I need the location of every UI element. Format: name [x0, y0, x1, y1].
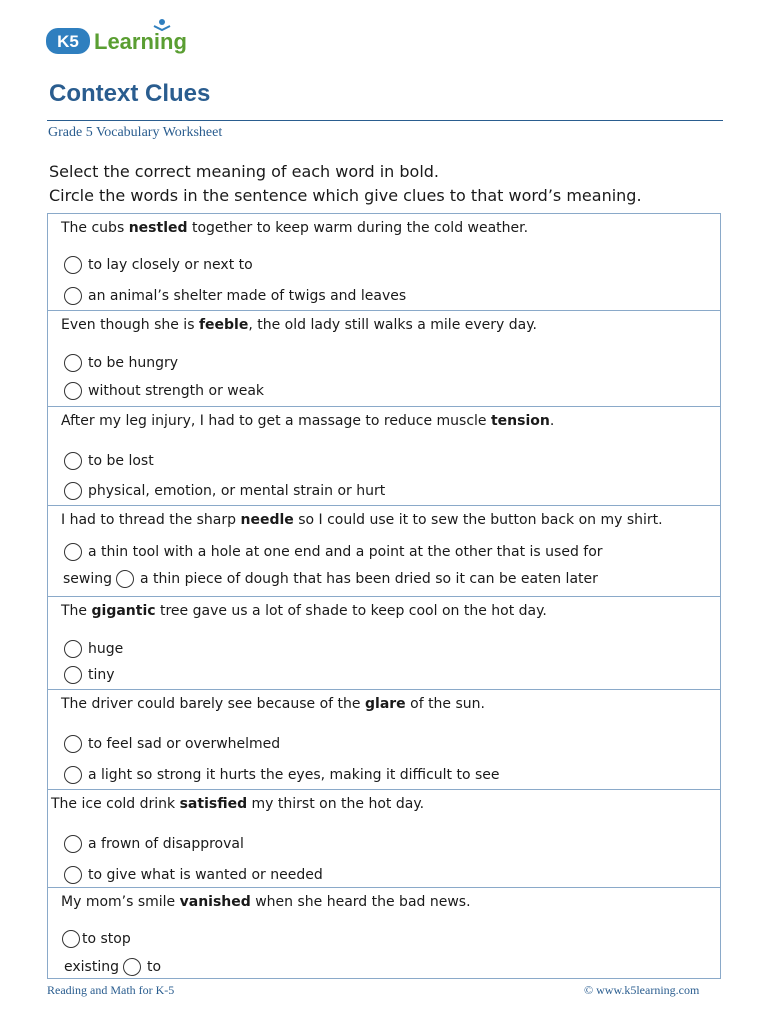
vocab-word: vanished — [179, 894, 251, 910]
question-sentence: The driver could barely see because of the glare of the sun. — [61, 696, 485, 712]
answer-circle[interactable] — [64, 835, 82, 853]
instructions — [49, 160, 642, 208]
answer-circle[interactable] — [64, 452, 82, 470]
instruction-line-2: Circle the words in the sentence which give clues to that word’s meaning. — [49, 186, 642, 205]
vocab-word: tension — [490, 413, 550, 429]
question-sentence: Even though she is feeble, the old lady still walks a mile every day. — [61, 317, 537, 333]
vocab-word: feeble — [198, 317, 249, 333]
title-divider — [47, 120, 723, 121]
answer-option[interactable]: to lay closely or next to — [64, 256, 253, 274]
answer-circle[interactable] — [62, 930, 80, 948]
question-row — [48, 214, 720, 310]
answer-circle[interactable] — [116, 570, 134, 588]
question-sentence: The ice cold drink satisfied my thirst on the hot day. — [51, 796, 425, 812]
footer-website-link[interactable]: © www.k5learning.com — [584, 983, 700, 997]
question-sentence: I had to thread the sharp needle so I could use it to sew the button back on my shirt. — [61, 512, 663, 528]
answer-option[interactable]: a light so strong it hurts the eyes, making it difficult to see — [64, 766, 500, 784]
answer-option[interactable]: to give what is wanted or needed — [64, 866, 323, 884]
answer-option[interactable]: physical, emotion, or mental strain or hurt — [64, 482, 385, 500]
answer-circle[interactable] — [64, 640, 82, 658]
answer-circle[interactable] — [123, 958, 141, 976]
answer-circle[interactable] — [64, 287, 82, 305]
question-row — [48, 596, 720, 689]
k5-learning-logo — [44, 16, 224, 60]
footer-tagline: Reading and Math for K-5 — [47, 983, 175, 997]
svg-text:Learning: Learning — [94, 29, 187, 54]
answer-option[interactable]: an animal’s shelter made of twigs and leaves — [64, 287, 406, 305]
question-sentence: After my leg injury, I had to get a massage to reduce muscle tension. — [61, 413, 555, 429]
question-row — [48, 789, 720, 887]
answer-option[interactable]: existing to — [64, 959, 162, 975]
answer-circle[interactable] — [64, 735, 82, 753]
answer-option[interactable]: to be lost — [64, 452, 154, 470]
answer-circle[interactable] — [64, 382, 82, 400]
instruction-line-1: Select the correct meaning of each word in bold. — [49, 162, 439, 181]
vocab-word: nestled — [128, 220, 188, 236]
answer-circle[interactable] — [64, 482, 82, 500]
answer-circle[interactable] — [64, 354, 82, 372]
answer-option[interactable]: without strength or weak — [64, 382, 264, 400]
answer-circle[interactable] — [64, 543, 82, 561]
question-sentence: The cubs nestled together to keep warm during the cold weather. — [61, 220, 529, 236]
answer-option[interactable]: tiny — [64, 666, 115, 684]
answer-option[interactable]: to be hungry — [64, 354, 178, 372]
worksheet-subtitle: Grade 5 Vocabulary Worksheet — [48, 125, 223, 140]
wrapped-text: existing — [64, 959, 119, 975]
svg-text:K5: K5 — [57, 32, 79, 51]
answer-option[interactable]: sewing a thin piece of dough that has been dried so it can be eaten later — [63, 571, 598, 587]
answer-circle[interactable] — [64, 256, 82, 274]
page-title: Context Clues — [49, 80, 211, 107]
answer-option[interactable]: a thin tool with a hole at one end and a point at the other that is used for — [64, 543, 603, 561]
question-row — [48, 689, 720, 789]
vocab-word: gigantic — [91, 603, 156, 619]
answer-circle[interactable] — [64, 766, 82, 784]
vocab-word: satisfied — [179, 796, 248, 812]
question-sentence: The gigantic tree gave us a lot of shade to keep cool on the hot day. — [61, 603, 547, 619]
wrapped-text: sewing — [63, 571, 113, 587]
answer-option[interactable]: huge — [64, 640, 123, 658]
questions-table — [47, 213, 721, 979]
vocab-word: needle — [240, 512, 294, 528]
question-row — [48, 406, 720, 505]
answer-option[interactable]: to stop — [62, 930, 131, 948]
answer-circle[interactable] — [64, 866, 82, 884]
answer-circle[interactable] — [64, 666, 82, 684]
question-row — [48, 310, 720, 406]
question-sentence: My mom’s smile vanished when she heard the bad news. — [61, 894, 471, 910]
vocab-word: glare — [365, 696, 406, 712]
question-row — [48, 505, 720, 596]
question-row — [48, 887, 720, 978]
answer-option[interactable]: to feel sad or overwhelmed — [64, 735, 280, 753]
answer-option[interactable]: a frown of disapproval — [64, 835, 244, 853]
